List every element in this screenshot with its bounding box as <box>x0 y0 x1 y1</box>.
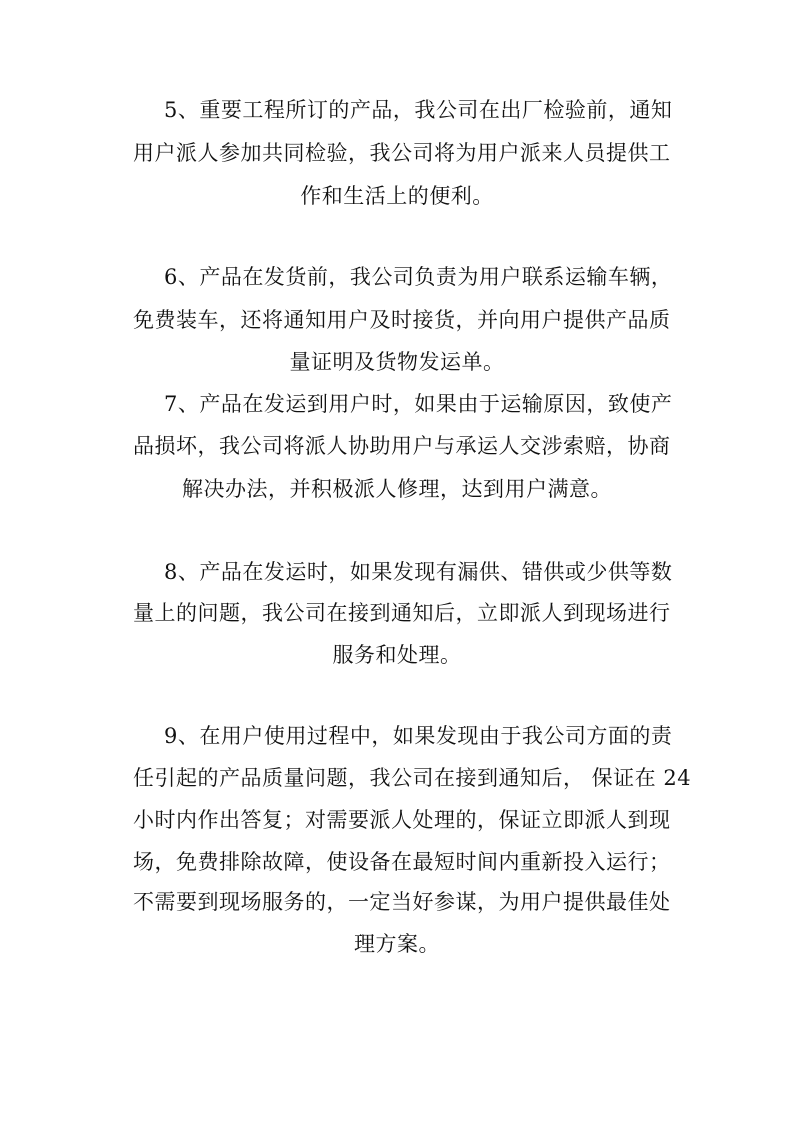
item-5-line-1: 5、重要工程所订的产品，我公司在出厂检验前，通知 <box>164 98 673 122</box>
item-5-line-2: 用户派人参加共同检验，我公司将为用户派来人员提供工 <box>133 141 671 165</box>
item-9-line-6: 理方案。 <box>354 932 440 956</box>
item-6-line-3: 量证明及货物发运单。 <box>289 350 505 374</box>
item-9-line-3: 小时内作出答复；对需要派人处理的，保证立即派人到现 <box>133 808 671 832</box>
item-6-line-1: 6、产品在发货前，我公司负责为用户联系运输车辆， <box>164 265 673 289</box>
item-7-line-2: 品损坏，我公司将派人协助用户与承运人交涉索赔，协商 <box>133 434 671 458</box>
item-6-line-2: 免费装车，还将通知用户及时接货，并向用户提供产品质 <box>133 308 671 332</box>
item-9-line-5: 不需要到现场服务的，一定当好参谋，为用户提供最佳处 <box>133 890 671 914</box>
item-9-line-1: 9、在用户使用过程中，如果发现由于我公司方面的责 <box>164 724 673 748</box>
item-8-line-1: 8、产品在发运时，如果发现有漏供、错供或少供等数 <box>164 560 673 584</box>
item-7-line-1: 7、产品在发运到用户时，如果由于运输原因，致使产 <box>164 392 673 416</box>
item-9-line-4: 场，免费排除故障，使设备在最短时间内重新投入运行； <box>133 850 671 874</box>
item-9-line-2: 任引起的产品质量问题，我公司在接到通知后， 保证在 24 <box>133 766 692 790</box>
item-8-line-3: 服务和处理。 <box>332 643 462 667</box>
item-8-line-2: 量上的问题，我公司在接到通知后，立即派人到现场进行 <box>133 601 671 625</box>
item-7-line-3: 解决办法，并积极派人修理，达到用户满意。 <box>182 477 612 501</box>
item-5-line-3: 作和生活上的便利。 <box>300 184 494 208</box>
